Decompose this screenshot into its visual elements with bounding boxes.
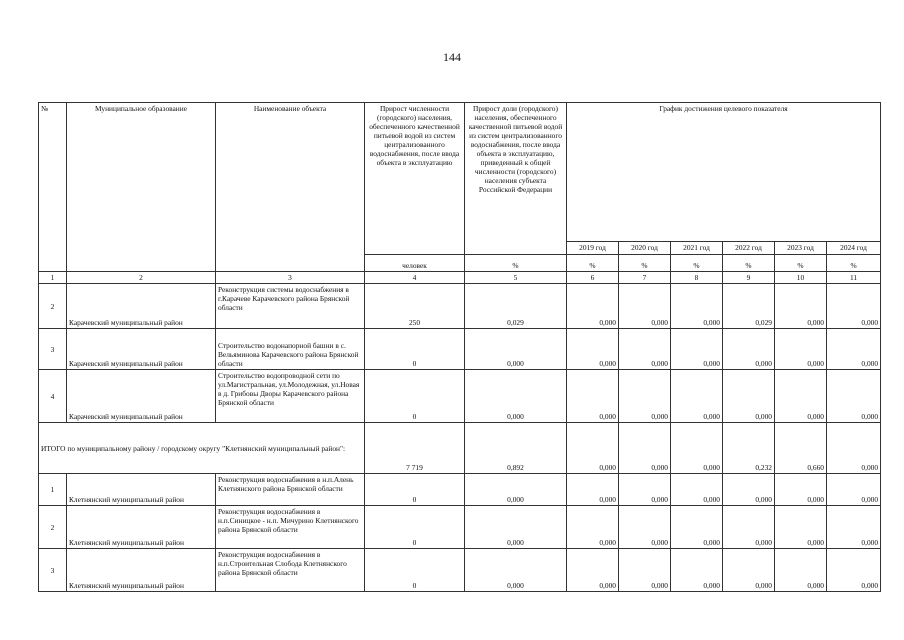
row-number: 2 xyxy=(39,506,67,549)
object-name-cell: Реконструкция водоснабжения в н.п.Алень Клетнянского района Брянской области xyxy=(216,474,365,506)
total-year-value-cell: 0,232 xyxy=(723,423,775,474)
object-name-cell: Реконструкция водоснабжения в н.п.Строительная Слобода Клетнянского района Брянской области xyxy=(216,549,365,592)
year-value-cell: 0,000 xyxy=(567,474,619,506)
municipality-cell: Карачевский муниципальный район xyxy=(67,329,216,370)
year-value-cell: 0,000 xyxy=(671,549,723,592)
year-value-cell: 0,000 xyxy=(567,329,619,370)
year-value-cell: 0,000 xyxy=(671,329,723,370)
year-value-cell: 0,000 xyxy=(671,284,723,329)
row-number: 4 xyxy=(39,370,67,423)
total-row xyxy=(39,423,881,474)
year-header: 2019 год xyxy=(567,242,619,255)
population-cell: 0 xyxy=(365,506,465,549)
table-row xyxy=(39,284,881,329)
population-cell: 0 xyxy=(365,329,465,370)
col-header-schedule: График достижения целевого показателя xyxy=(567,103,881,242)
col-header-population-increase: Прирост численности (городского) населения, обеспеченного качественной питьевой водой из систем централизованного водоснабжения, после ввода объекта в эксплуатацию xyxy=(365,103,465,255)
year-value-cell: 0,000 xyxy=(619,284,671,329)
header-row xyxy=(39,103,881,242)
unit-cell: % xyxy=(567,255,619,272)
population-cell: 0 xyxy=(365,549,465,592)
share-cell: 0,000 xyxy=(465,549,567,592)
year-value-cell: 0,000 xyxy=(827,329,881,370)
year-value-cell: 0,000 xyxy=(775,474,827,506)
year-value-cell: 0,000 xyxy=(827,549,881,592)
total-year-value-cell: 0,000 xyxy=(567,423,619,474)
object-name-cell: Строительство водопроводной сети по ул.Магистральная, ул.Молодежная, ул.Новая в д. Грибовы Дворы Карачевского района Брянской области xyxy=(216,370,365,423)
target-indicator-table xyxy=(38,102,881,592)
year-value-cell: 0,000 xyxy=(619,506,671,549)
column-index: 5 xyxy=(465,272,567,284)
share-cell: 0,029 xyxy=(465,284,567,329)
year-value-cell: 0,000 xyxy=(775,284,827,329)
column-index: 6 xyxy=(567,272,619,284)
table-row xyxy=(39,370,881,423)
year-value-cell: 0,000 xyxy=(723,474,775,506)
year-value-cell: 0,000 xyxy=(567,284,619,329)
year-value-cell: 0,000 xyxy=(671,506,723,549)
table-row xyxy=(39,329,881,370)
year-value-cell: 0,000 xyxy=(619,370,671,423)
year-header: 2023 год xyxy=(775,242,827,255)
row-number: 3 xyxy=(39,549,67,592)
year-value-cell: 0,000 xyxy=(567,549,619,592)
object-name-cell: Реконструкция водоснабжения в н.п.Синицкое - н.п. Мичурино Клетнянского района Брянской области xyxy=(216,506,365,549)
row-number: 1 xyxy=(39,474,67,506)
unit-cell: % xyxy=(827,255,881,272)
year-value-cell: 0,000 xyxy=(827,370,881,423)
column-index: 4 xyxy=(365,272,465,284)
year-value-cell: 0,000 xyxy=(619,549,671,592)
total-population-cell: 7 719 xyxy=(365,423,465,474)
year-value-cell: 0,000 xyxy=(619,474,671,506)
total-label: ИТОГО по муниципальному району / городскому округу "Клетнянский муниципальный район": xyxy=(39,423,365,474)
total-year-value-cell: 0,000 xyxy=(671,423,723,474)
year-value-cell: 0,000 xyxy=(619,329,671,370)
unit-cell: человек xyxy=(365,255,465,272)
column-index: 3 xyxy=(216,272,365,284)
table-row xyxy=(39,549,881,592)
column-index: 2 xyxy=(67,272,216,284)
year-header: 2020 год xyxy=(619,242,671,255)
unit-cell: % xyxy=(671,255,723,272)
row-number: 2 xyxy=(39,284,67,329)
municipality-cell: Клетнянский муниципальный район xyxy=(67,474,216,506)
year-value-cell: 0,000 xyxy=(827,474,881,506)
table-row xyxy=(39,474,881,506)
share-cell: 0,000 xyxy=(465,329,567,370)
column-index: 11 xyxy=(827,272,881,284)
unit-cell: % xyxy=(619,255,671,272)
population-cell: 0 xyxy=(365,370,465,423)
object-name-cell: Реконструкция системы водоснабжения в г.Карачеве Карачевского района Брянской области xyxy=(216,284,365,329)
year-value-cell: 0,000 xyxy=(723,506,775,549)
year-value-cell: 0,000 xyxy=(671,474,723,506)
share-cell: 0,000 xyxy=(465,506,567,549)
unit-cell: % xyxy=(775,255,827,272)
unit-cell: % xyxy=(723,255,775,272)
population-cell: 250 xyxy=(365,284,465,329)
year-value-cell: 0,000 xyxy=(723,549,775,592)
share-cell: 0,000 xyxy=(465,370,567,423)
municipality-cell: Клетнянский муниципальный район xyxy=(67,549,216,592)
column-index: 10 xyxy=(775,272,827,284)
year-value-cell: 0,000 xyxy=(775,329,827,370)
year-header: 2022 год xyxy=(723,242,775,255)
year-value-cell: 0,000 xyxy=(671,370,723,423)
row-number: 3 xyxy=(39,329,67,370)
column-index: 8 xyxy=(671,272,723,284)
total-year-value-cell: 0,000 xyxy=(619,423,671,474)
total-year-value-cell: 0,660 xyxy=(775,423,827,474)
share-cell: 0,000 xyxy=(465,474,567,506)
object-name-cell: Строительство водонапорной башни в с. Вельяминова Карачевского района Брянской области xyxy=(216,329,365,370)
column-index-row xyxy=(39,272,881,284)
col-header-no: № xyxy=(39,103,67,272)
col-header-object-name: Наименование объекта xyxy=(216,103,365,272)
unit-cell: % xyxy=(465,255,567,272)
year-value-cell: 0,000 xyxy=(827,284,881,329)
column-index: 7 xyxy=(619,272,671,284)
table-row xyxy=(39,506,881,549)
col-header-municipality: Муниципальное образование xyxy=(67,103,216,272)
year-value-cell: 0,000 xyxy=(775,549,827,592)
page-number: 144 xyxy=(443,50,461,64)
column-index: 1 xyxy=(39,272,67,284)
year-value-cell: 0,000 xyxy=(723,329,775,370)
year-value-cell: 0,000 xyxy=(567,506,619,549)
municipality-cell: Карачевский муниципальный район xyxy=(67,370,216,423)
year-header: 2024 год xyxy=(827,242,881,255)
column-index: 9 xyxy=(723,272,775,284)
year-value-cell: 0,000 xyxy=(775,506,827,549)
year-value-cell: 0,000 xyxy=(775,370,827,423)
year-value-cell: 0,000 xyxy=(827,506,881,549)
population-cell: 0 xyxy=(365,474,465,506)
year-value-cell: 0,000 xyxy=(723,370,775,423)
total-share-cell: 0,892 xyxy=(465,423,567,474)
year-value-cell: 0,029 xyxy=(723,284,775,329)
col-header-share-increase: Прирост доли (городского) населения, обеспеченного качественной питьевой водой из систем централизованного водоснабжения, после ввода объекта в эксплуатацию, приведенный к общей численности (городского) населения субъекта Российской Федерации xyxy=(465,103,567,255)
total-year-value-cell: 0,000 xyxy=(827,423,881,474)
municipality-cell: Клетнянский муниципальный район xyxy=(67,506,216,549)
municipality-cell: Карачевский муниципальный район xyxy=(67,284,216,329)
year-header: 2021 год xyxy=(671,242,723,255)
year-value-cell: 0,000 xyxy=(567,370,619,423)
